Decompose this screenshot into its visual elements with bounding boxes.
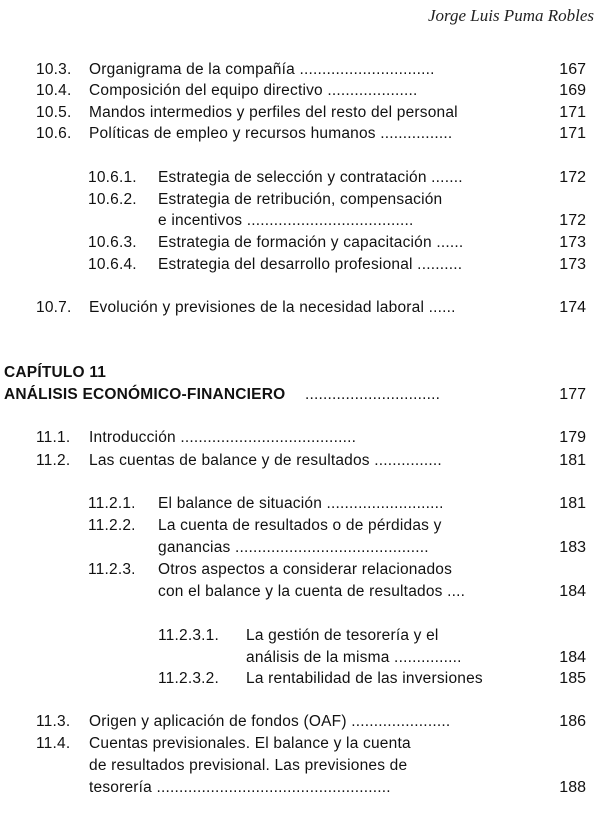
toc-subentry-page: 172 [559, 169, 586, 186]
toc-subentry-page: 183 [559, 539, 586, 556]
toc-subentry-page: 173 [559, 256, 586, 273]
toc-entry-number: 10.7. [36, 299, 72, 316]
toc-subsubentry-title: La rentabilidad de las inversiones [246, 670, 483, 687]
toc-entry-number: 11.3. [36, 713, 71, 730]
toc-entry-title: Evolución y previsiones de la necesidad laboral ...... [89, 299, 456, 316]
toc-entry-title-cont: tesorería .................................................... [89, 779, 391, 796]
toc-subentry-title: Estrategia del desarrollo profesional .......... [158, 256, 463, 273]
toc-entry-page: 186 [559, 713, 586, 730]
toc-entry-page: 179 [559, 429, 586, 446]
toc-subentry-title: Otros aspectos a considerar relacionados [158, 561, 453, 578]
toc-subentry-title: El balance de situación .......................... [158, 495, 444, 512]
toc-entry-number: 11.2. [36, 452, 71, 469]
toc-subentry-number: 11.2.2. [88, 517, 136, 534]
toc-entry-title: Composición del equipo directivo .................... [89, 82, 418, 99]
toc-subsubentry-page: 185 [559, 670, 586, 687]
chapter-page: 177 [559, 386, 586, 403]
toc-entry-title: Mandos intermedios y perfiles del resto del personal [89, 104, 458, 121]
toc-subsubentry-title: La gestión de tesorería y el [246, 627, 439, 644]
toc-subentry-number: 11.2.1. [88, 495, 136, 512]
toc-subentry-number: 10.6.2. [88, 191, 137, 208]
toc-entry-title: Origen y aplicación de fondos (OAF) ...................... [89, 713, 451, 730]
toc-entry-title: Las cuentas de balance y de resultados ............... [89, 452, 442, 469]
toc-entry-page: 188 [559, 779, 586, 796]
toc-entry-number: 10.4. [36, 82, 72, 99]
toc-entry-page: 169 [559, 82, 586, 99]
toc-entry-page: 174 [559, 299, 586, 316]
toc-subentry-page: 172 [559, 212, 586, 229]
toc-entry-number: 11.4. [36, 735, 71, 752]
toc-entry-page: 171 [559, 104, 586, 121]
toc-entry-title: Organigrama de la compañía .............................. [89, 61, 435, 78]
toc-subentry-page: 173 [559, 234, 586, 251]
chapter-label: CAPÍTULO 11 [4, 364, 107, 381]
toc-subentry-title-cont: e incentivos ..................................... [158, 212, 414, 229]
toc-subentry-number: 10.6.1. [88, 169, 137, 186]
chapter-title: ANÁLISIS ECONÓMICO-FINANCIERO [4, 386, 286, 403]
toc-subentry-number: 10.6.4. [88, 256, 137, 273]
chapter-leader-dots: .............................. [305, 386, 441, 403]
toc-subentry-title: Estrategia de selección y contratación ....... [158, 169, 463, 186]
toc-subsubentry-page: 184 [559, 649, 586, 666]
toc-entry-title: Introducción ....................................... [89, 429, 357, 446]
toc-subentry-title: Estrategia de retribución, compensación [158, 191, 443, 208]
toc-subsubentry-number: 11.2.3.2. [158, 670, 219, 687]
toc-entry-title-cont: de resultados previsional. Las previsiones de [89, 757, 408, 774]
toc-subentry-title-cont: ganancias ........................................... [158, 539, 429, 556]
toc-subsubentry-title-cont: análisis de la misma ............... [246, 649, 462, 666]
toc-subentry-page: 184 [559, 583, 586, 600]
toc-entry-number: 10.5. [36, 104, 72, 121]
toc-entry-page: 167 [559, 61, 586, 78]
toc-entry-number: 10.6. [36, 125, 72, 142]
toc-entry-number: 10.3. [36, 61, 72, 78]
toc-entry-title: Cuentas previsionales. El balance y la cuenta [89, 735, 411, 752]
toc-subentry-number: 11.2.3. [88, 561, 136, 578]
toc-entry-number: 11.1. [36, 429, 71, 446]
toc-subentry-title-cont: con el balance y la cuenta de resultados .... [158, 583, 466, 600]
toc-subentry-title: Estrategia de formación y capacitación ...... [158, 234, 464, 251]
toc-subentry-page: 181 [559, 495, 586, 512]
toc-entry-title: Políticas de empleo y recursos humanos ................ [89, 125, 453, 142]
toc-subentry-number: 10.6.3. [88, 234, 137, 251]
toc-subentry-title: La cuenta de resultados o de pérdidas y [158, 517, 442, 534]
running-header-author: Jorge Luis Puma Robles [427, 6, 594, 25]
toc-entry-page: 181 [559, 452, 586, 469]
toc-subsubentry-number: 11.2.3.1. [158, 627, 219, 644]
toc-entry-page: 171 [559, 125, 586, 142]
